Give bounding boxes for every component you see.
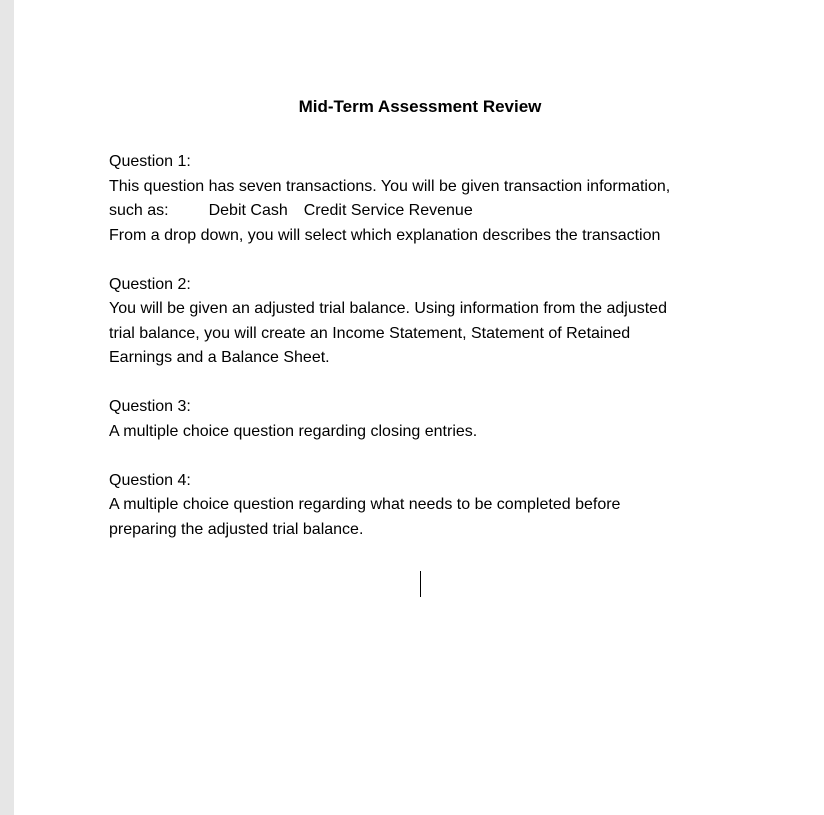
blank-line: [109, 371, 749, 396]
question-2-line-1: You will be given an adjusted trial balance. Using information from the adjusted: [109, 300, 667, 317]
question-3-heading: Question 3:: [109, 398, 191, 415]
question-3-line-1: A multiple choice question regarding closing entries.: [109, 422, 478, 440]
text-cursor: [420, 571, 421, 597]
blank-line: [109, 248, 749, 273]
credit-entry: Credit Service Revenue: [303, 202, 473, 219]
debit-entry: Debit Cash: [208, 202, 288, 219]
question-2-line-2: trial balance, you will create an Income Statement, Statement of Retained: [109, 324, 631, 342]
question-1-line-1: This question has seven transactions. You will be given transaction information,: [109, 177, 671, 195]
left-gutter: [0, 0, 14, 815]
question-1-line-2: [109, 199, 749, 224]
document-title: Mid-Term Assessment Review: [298, 97, 542, 116]
document-page[interactable]: [14, 0, 824, 815]
question-2-heading: Question 2:: [109, 275, 191, 293]
such-as-label: such as:: [109, 202, 169, 219]
question-4-line-2: preparing the adjusted trial balance.: [109, 520, 364, 538]
document-body[interactable]: [109, 150, 749, 542]
question-4-heading: Question 4:: [109, 471, 191, 489]
question-1-heading: Question 1:: [109, 153, 191, 170]
question-1-line-3: From a drop down, you will select which explanation describes the transaction: [109, 226, 661, 244]
blank-line: [109, 444, 749, 469]
question-4-line-1: A multiple choice question regarding what needs to be completed before: [109, 496, 621, 513]
question-2-line-3: Earnings and a Balance Sheet.: [109, 349, 330, 366]
